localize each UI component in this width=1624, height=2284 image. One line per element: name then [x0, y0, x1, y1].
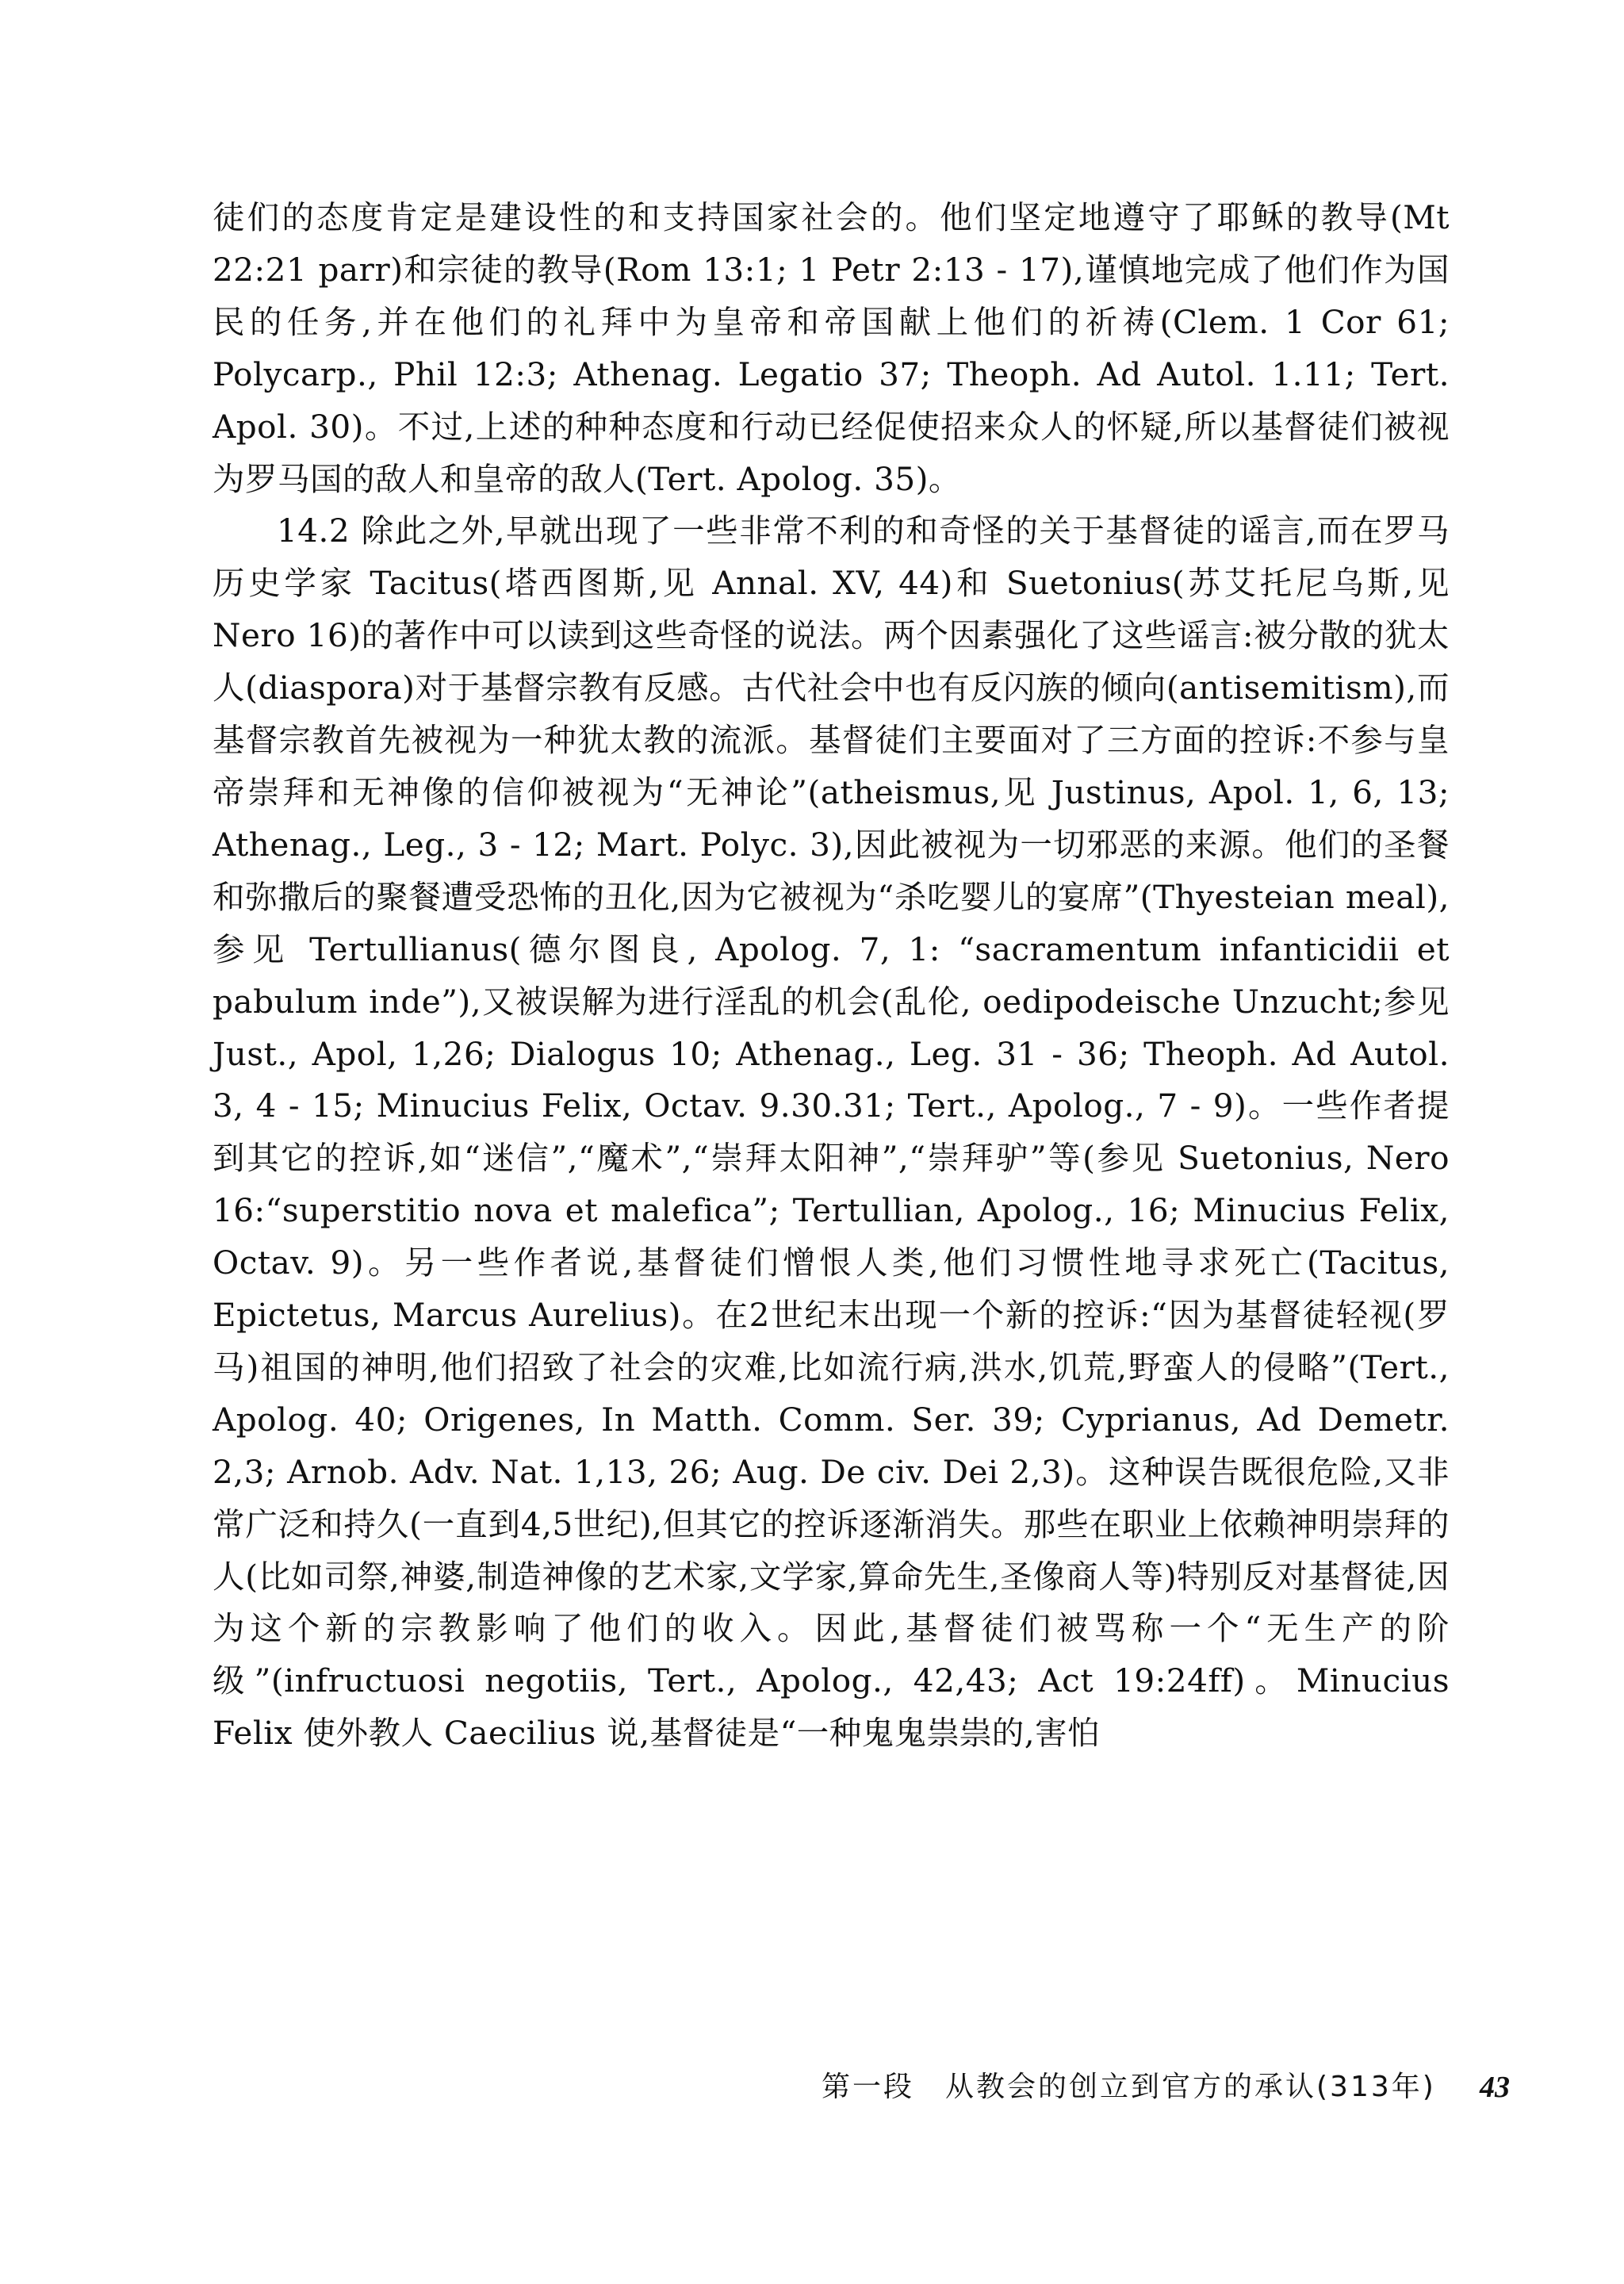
paragraph-14-2: 14.2 除此之外,早就出现了一些非常不利的和奇怪的关于基督徒的谣言,而在罗马历史学家 Tacitus(塔西图斯,见 Annal. XV, 44)和 Suetonius(苏艾托尼乌斯,见 Nero 16)的著作中可以读到这些奇怪的说法。两个因素强化了这些谣言:被分散的犹太人(diaspora)对于基督宗教有反感。古代社会中也有反闪族的倾向(antisemitism),而基督宗教首先被视为一种犹太教的流派。基督徒们主要面对了三方面的控诉:不参与皇帝崇拜和无神像的信仰被视为“无神论”(atheismus,见 Justinus, Apol. 1, 6, 13; Athenag., Leg., 3 - 12; Mart. Polyc. 3),因此被视为一切邪恶的来源。他们的圣餐和弥撒后的聚餐遭受恐怖的丑化,因为它被视为“杀吃婴儿的宴席”(Thyesteian meal),参见 Tertullianus(德尔图良, Apolog. 7, 1: “sacramentum infanticidii et pabulum inde”),又被误解为进行淫乱的机会(乱伦, oedipodeische Unzucht;参见 Just., Apol, 1,26; Dialogus 10; Athenag., Leg. 31 - 36; Theoph. Ad Autol. 3, 4 - 15; Minucius Felix, Octav. 9.30.31; Tert., Apolog., 7 - 9)。一些作者提到其它的控诉,如“迷信”,“魔术”,“崇拜太阳神”,“崇拜驴”等(参见 Suetonius, Nero 16:“superstitio nova et malefica”; Tertullian, Apolog., 16; Minucius Felix, Octav. 9)。另一些作者说,基督徒们憎恨人类,他们习惯性地寻求死亡(Tacitus, Epictetus, Marcus Aurelius)。在2世纪末出现一个新的控诉:“因为基督徒轻视(罗马)祖国的神明,他们招致了社会的灾难,比如流行病,洪水,饥荒,野蛮人的侵略”(Tert., Apolog. 40; Origenes, In Matth. Comm. Ser. 39; Cyprianus, Ad Demetr. 2,3; Arnob. Adv. Nat. 1,13, 26; Aug. De civ. Dei 2,3)。这种误告既很危险,又非常广泛和持久(一直到4,5世纪),但其它的控诉逐渐消失。那些在职业上依赖神明崇拜的人(比如司祭,神婆,制造神像的艺术家,文学家,算命先生,圣像商人等)特别反对基督徒,因为这个新的宗教影响了他们的收入。因此,基督徒们被骂称一个“无生产的阶级”(infructuosi negotiis, Tert., Apolog., 42,43; Act 19:24ff)。Minucius Felix 使外教人 Caecilius 说,基督徒是“一种鬼鬼祟祟的,害怕	[213, 512, 1450, 1753]
body-text	[213, 192, 1450, 1760]
paragraph-continued: 徒们的态度肯定是建设性的和支持国家社会的。他们坚定地遵守了耶稣的教导(Mt 22:21 parr)和宗徒的教导(Rom 13:1; 1 Petr 2:13 - 17),谨慎地完成了他们作为国民的任务,并在他们的礼拜中为皇帝和帝国献上他们的祈祷(Clem. 1 Cor 61; Polycarp., Phil 12:3; Athenag. Legatio 37; Theoph. Ad Autol. 1.11; Tert. Apol. 30)。不过,上述的种种态度和行动已经促使招来众人的怀疑,所以基督徒们被视为罗马国的敌人和皇帝的敌人(Tert. Apolog. 35)。	[213, 198, 1450, 498]
page-number: 43	[1480, 2071, 1510, 2104]
running-footer	[822, 2064, 1534, 2111]
section-label: 第一段 从教会的创立到官方的承认(313年)	[822, 2071, 1436, 2103]
